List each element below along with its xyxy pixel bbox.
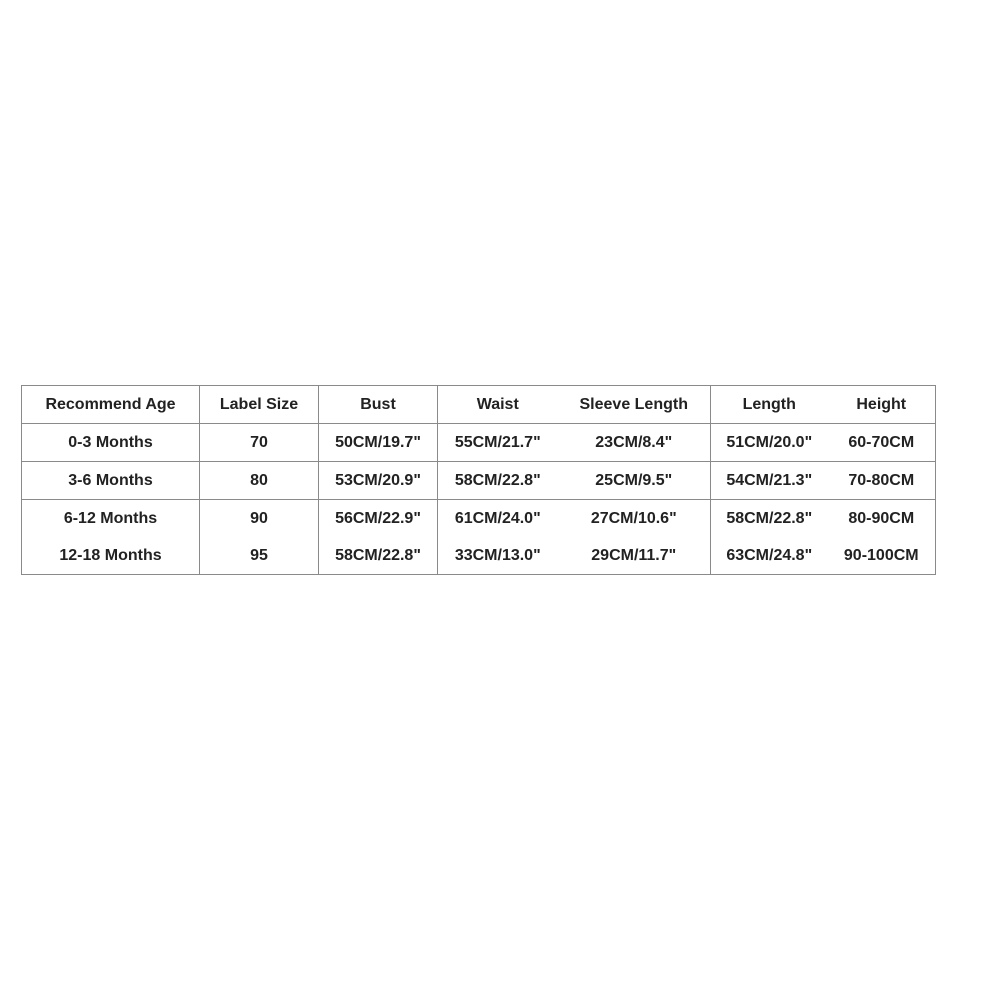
cell-label-size: 90 [200,500,319,538]
cell-sleeve-length: 25CM/9.5" [558,462,711,500]
cell-label-size: 80 [200,462,319,500]
size-chart-table [21,385,936,575]
cell-recommend-age: 0-3 Months [22,424,200,462]
cell-sleeve-length: 23CM/8.4" [558,424,711,462]
cell-sleeve-length: 29CM/11.7" [558,537,711,575]
header-row [22,386,936,424]
header-sleeve-length: Sleeve Length [558,386,711,424]
cell-label-size: 95 [200,537,319,575]
table-row [22,500,936,538]
cell-label-size: 70 [200,424,319,462]
header-bust: Bust [319,386,438,424]
table-row [22,537,936,575]
cell-bust: 56CM/22.9" [319,500,438,538]
cell-height: 60-70CM [828,424,936,462]
cell-waist: 58CM/22.8" [438,462,558,500]
cell-bust: 53CM/20.9" [319,462,438,500]
cell-length: 63CM/24.8" [726,546,813,564]
table-row [22,424,936,462]
cell-waist: 33CM/13.0" [454,546,541,564]
cell-bust: 58CM/22.8" [319,537,438,575]
table-row [22,462,936,500]
header-recommend-age: Recommend Age [22,386,200,424]
cell-height: 80-90CM [848,509,915,527]
cell-recommend-age: 12-18 Months [22,537,200,575]
header-height: Height [828,386,936,424]
header-label-size: Label Size [200,386,319,424]
cell-recommend-age: 3-6 Months [22,462,200,500]
cell-length: 58CM/22.8" [726,509,813,527]
header-waist: Waist [438,386,558,424]
cell-waist: 61CM/24.0" [454,509,541,527]
cell-recommend-age: 6-12 Months [22,500,200,538]
cell-length: 51CM/20.0" [711,424,828,462]
cell-sleeve-length: 27CM/10.6" [558,500,711,538]
header-length: Length [711,386,828,424]
cell-height: 90-100CM [843,546,919,564]
cell-waist: 55CM/21.7" [438,424,558,462]
cell-length: 54CM/21.3" [711,462,828,500]
cell-height: 70-80CM [828,462,936,500]
cell-bust: 50CM/19.7" [319,424,438,462]
